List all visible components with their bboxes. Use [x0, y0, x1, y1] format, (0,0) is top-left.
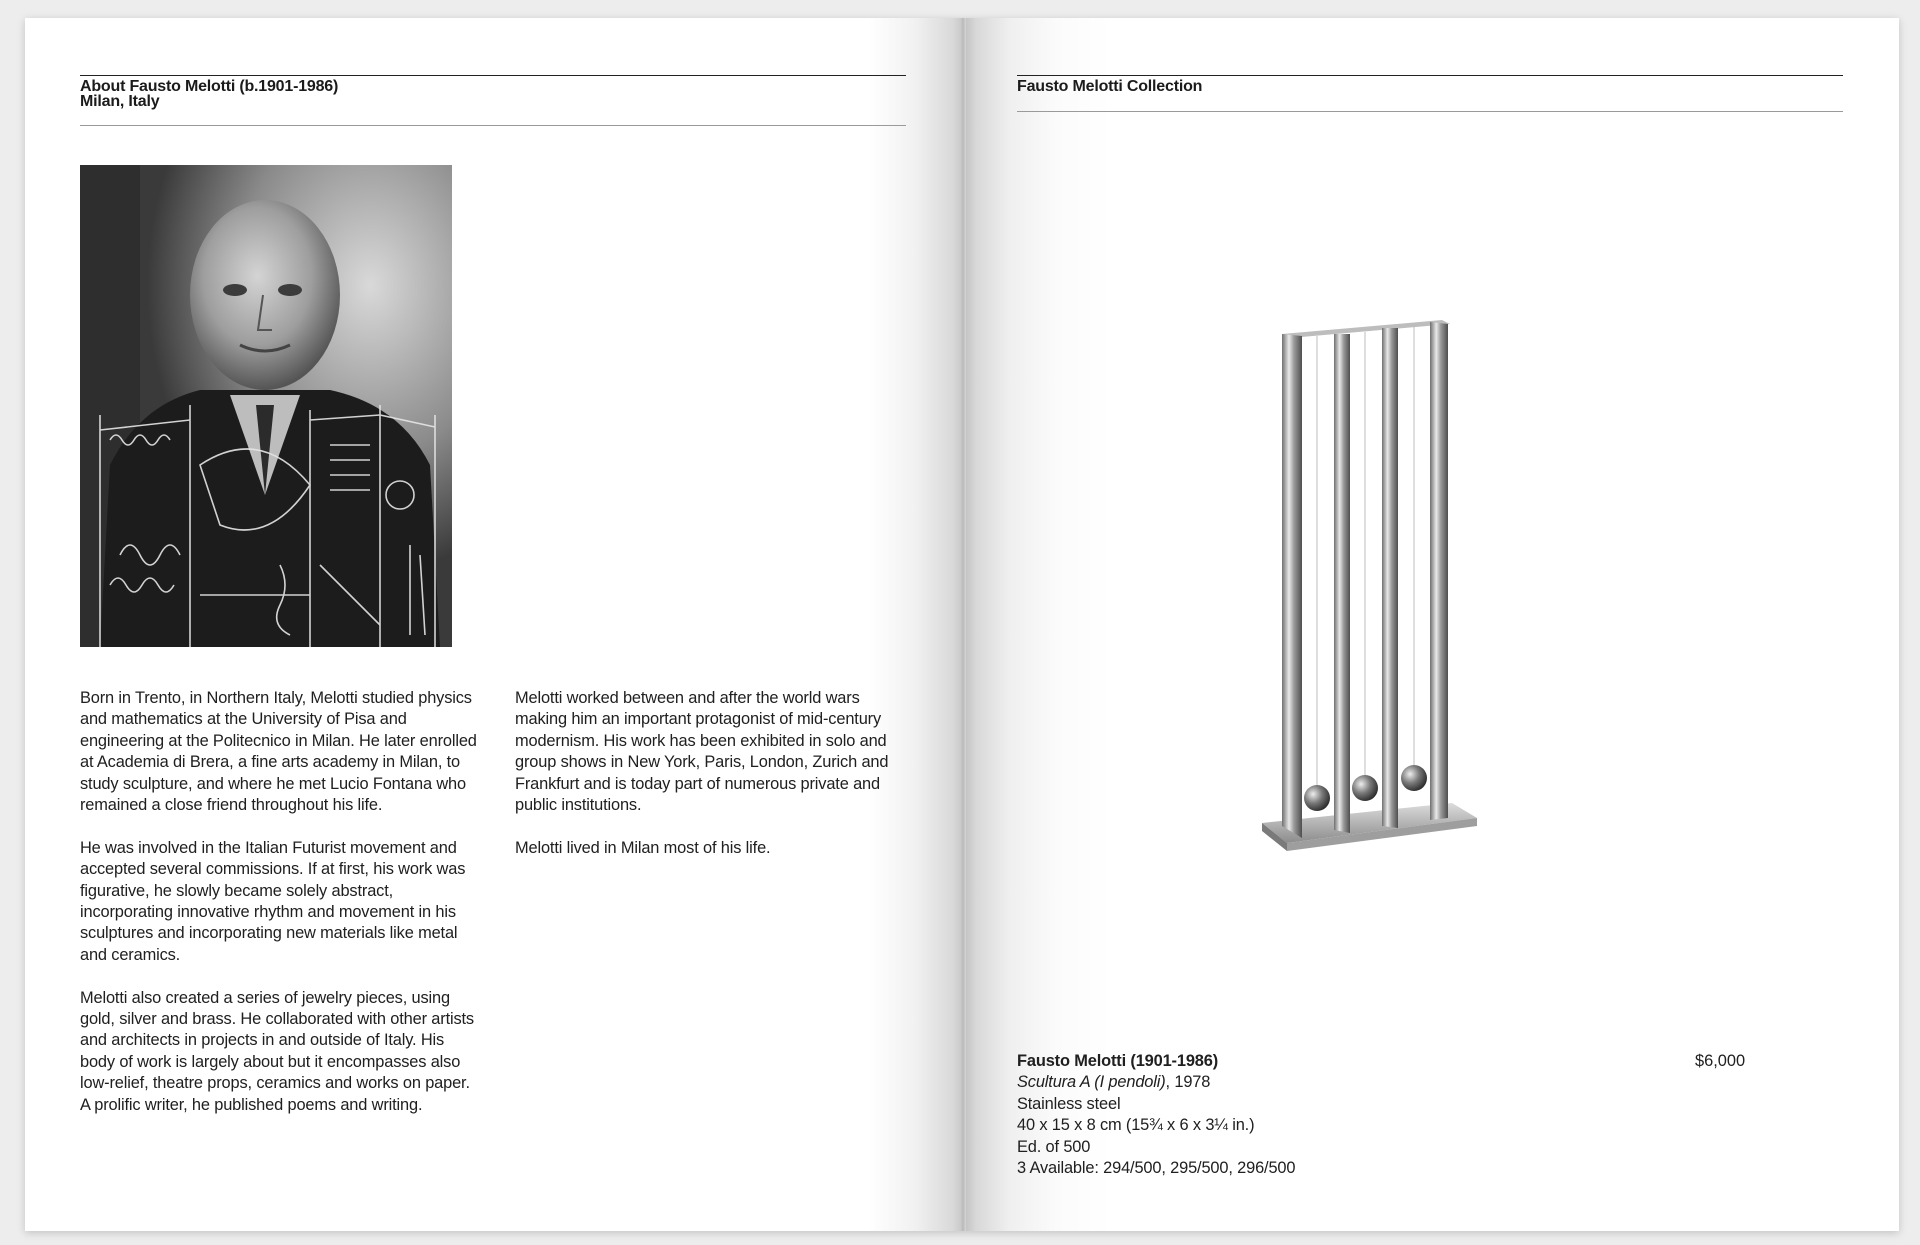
book-spread [25, 18, 1899, 1231]
sculpture-image [1222, 298, 1482, 878]
bio-paragraph-2: He was involved in the Italian Futurist movement and accepted several commissions. If at first, his work was figurative, he slowly became solely abstract, incorporating innovative rhythm and movement in his sculptures and incorporating new materials like metal and ceramics. [80, 838, 466, 964]
right-page [962, 18, 1899, 1231]
header-rule-bottom [80, 125, 906, 126]
artwork-title-line [1017, 1072, 1295, 1093]
artwork-year: , 1978 [1165, 1073, 1211, 1092]
bio-paragraph-3: Melotti also created a series of jewelry pieces, using gold, silver and brass. He collaborated with other artists and architects in projects in and outside of Italy. His body of work is largely about but it encompasses also low-relief, theatre props, ceramics and works on paper. A prolific writer, he published poems and writing. [80, 988, 474, 1114]
left-page [25, 18, 962, 1231]
bio-column-1 [80, 688, 480, 1137]
bio-paragraph-1: Born in Trento, in Northern Italy, Melotti studied physics and mathematics at the University of Pisa and engineering at the Politecnico in Milan. He later enrolled at Academia di Brera, a fine arts academy in Milan, to study sculpture, and where he met Lucio Fontana who remained a close friend throughout his life. [80, 689, 477, 815]
artwork-price: $6,000 [1695, 1052, 1746, 1070]
bio-paragraph-4: Melotti worked between and after the world wars making him an important protagonist of mid-century modernism. His work has been exhibited in solo and group shows in New York, Paris, London, Zurich and Frankfurt and is today part of numerous private and public institutions. [515, 689, 889, 815]
book-gutter [960, 18, 966, 1231]
header-rule-top [80, 75, 906, 76]
artwork-medium: Stainless steel [1017, 1094, 1121, 1113]
portrait-illustration [80, 165, 452, 647]
artwork-title: Scultura A (I pendoli) [1017, 1073, 1166, 1092]
page-title: About Fausto Melotti (b.1901-1986) [80, 78, 339, 95]
artwork-edition: Ed. of 500 [1017, 1137, 1091, 1156]
artwork-dimensions: 40 x 15 x 8 cm (15¾ x 6 x 3¼ in.) [1017, 1116, 1255, 1135]
artist-portrait-photo [80, 165, 452, 647]
header-rule-top [1017, 75, 1843, 76]
artwork-availability: 3 Available: 294/500, 295/500, 296/500 [1017, 1159, 1296, 1178]
artwork-artist: Fausto Melotti (1901-1986) [1017, 1052, 1219, 1070]
artwork-details [1017, 1051, 1295, 1179]
sculpture-illustration [1222, 298, 1482, 878]
bio-paragraph-5: Melotti lived in Milan most of his life. [515, 838, 771, 857]
page-subtitle: Milan, Italy [80, 93, 160, 110]
header-rule-bottom [1017, 111, 1843, 112]
collection-title: Fausto Melotti Collection [1017, 78, 1203, 95]
bio-column-2 [515, 688, 915, 881]
